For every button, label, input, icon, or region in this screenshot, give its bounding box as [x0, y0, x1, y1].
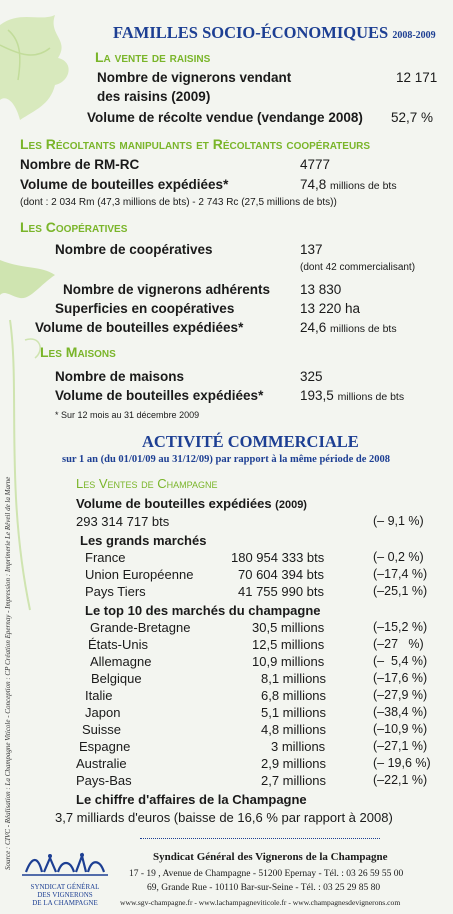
coop-heading: Les Coopératives — [20, 219, 128, 235]
top10-change: (–10,9 %) — [373, 722, 428, 736]
coop-note-1: (dont 42 commercialisant) — [300, 262, 416, 273]
ventes-volume-year: (2009) — [275, 499, 307, 511]
marche-name: Pays Tiers — [85, 584, 146, 599]
top10-name: Espagne — [79, 739, 131, 754]
maisons-label-2: Volume de bouteilles expédiées* — [55, 388, 264, 403]
top10-value: 5,1 millions — [261, 705, 327, 720]
marche-value: 41 755 990 bts — [238, 584, 325, 599]
top10-change: (– 5,4 %) — [373, 654, 428, 668]
coop-value-4 — [300, 320, 397, 335]
top10-change: (–27 %) — [373, 637, 424, 651]
coop-value-1: 137 — [300, 242, 323, 257]
top10-value: 4,8 millions — [261, 722, 327, 737]
recoltants-heading: Les Récoltants manipulants et Récoltants coopérateurs — [20, 136, 371, 152]
top10-change: (– 19,6 %) — [373, 756, 431, 770]
section-title — [113, 23, 436, 43]
top10-name: Belgique — [91, 671, 142, 686]
logo-line-3: DE LA CHAMPAGNE — [32, 899, 98, 907]
top10-value: 6,8 millions — [261, 688, 327, 703]
top10-value: 8,1 millions — [261, 671, 327, 686]
side-credit: Source : CIVC - Réalisation : La Champagne Viticole - Conception : CP Création Epernay - Impression : Imprimerie Le Réveil de la Marne — [4, 476, 12, 870]
top10-name: Suisse — [82, 722, 122, 737]
top10-value: 30,5 millions — [252, 620, 325, 635]
maisons-label-1: Nombre de maisons — [55, 369, 185, 384]
top10-change: (–22,1 %) — [373, 773, 428, 787]
footer-org: Syndicat Général des Vignerons de la Champagne — [153, 851, 388, 863]
top10-change: (–27,9 %) — [373, 688, 428, 702]
recoltants-value-1: 4777 — [300, 157, 331, 172]
recoltants-value-2-num: 74,8 — [300, 177, 327, 192]
top10-change: (–27,1 %) — [373, 739, 428, 753]
ca-heading: Le chiffre d'affaires de la Champagne — [76, 792, 307, 807]
vine-leaf-decoration — [0, 0, 100, 150]
top10-name: Pays-Bas — [76, 773, 132, 788]
marche-row — [85, 567, 193, 582]
footer-address-1: 17 - 19 , Avenue de Champagne - 51200 Epernay - Tél. : 03 26 59 55 00 — [129, 869, 404, 879]
ventes-heading: Les Ventes de Champagne — [76, 476, 218, 491]
top10-name: Allemagne — [90, 654, 152, 669]
sgv-logo-icon — [20, 852, 110, 878]
top10-change: (–38,4 %) — [373, 705, 428, 719]
marche-value: 70 604 394 bts — [238, 567, 325, 582]
recoltants-note: (dont : 2 034 Rm (47,3 millions de bts) - 2 743 Rc (27,5 millions de bts)) — [20, 197, 337, 208]
ventes-volume-change: (– 9,1 %) — [373, 514, 424, 528]
title-year: 2008-2009 — [392, 30, 436, 41]
activite-subtitle: sur 1 an (du 01/01/09 au 31/12/09) par rapport à la même période de 2008 — [62, 454, 391, 465]
marche-name: France — [85, 550, 126, 565]
top10-value: 10,9 millions — [252, 654, 325, 669]
vente-heading: La vente de raisins — [95, 49, 211, 65]
top10-name: États-Unis — [88, 637, 148, 652]
ca-text: 3,7 milliards d'euros (baisse de 16,6 % par rapport à 2008) — [55, 810, 393, 825]
maisons-value-2-unit: millions de bts — [337, 391, 405, 403]
coop-value-4-unit: millions de bts — [330, 323, 397, 335]
maisons-value-1: 325 — [300, 369, 323, 384]
coop-label-4: Volume de bouteilles expédiées* — [35, 320, 244, 335]
sgv-logo — [20, 852, 110, 907]
page-title: FAMILLES SOCIO-ÉCONOMIQUES — [113, 23, 389, 42]
top10-value: 2,7 millions — [261, 773, 327, 788]
top10-name: Grande-Bretagne — [90, 620, 191, 635]
recoltants-label-1: Nombre de RM-RC — [20, 157, 140, 172]
logo-line-1: SYNDICAT GÉNÉRAL — [30, 883, 100, 891]
ventes-volume-label — [76, 496, 307, 511]
maisons-value-2-num: 193,5 — [300, 388, 334, 403]
ventes-volume-text: Volume de bouteilles expédiées — [76, 496, 272, 511]
logo-line-2: DES VIGNERONS — [37, 891, 93, 899]
footer-divider — [140, 838, 380, 839]
recoltants-label-2: Volume de bouteilles expédiées* — [20, 177, 229, 192]
coop-label-1: Nombre de coopératives — [55, 242, 213, 257]
coop-label-3: Superficies en coopératives — [55, 301, 235, 316]
coop-value-2: 13 830 — [300, 282, 342, 297]
top10-name: Australie — [76, 756, 127, 771]
marche-change: (–25,1 %) — [373, 584, 428, 598]
marche-row — [85, 550, 125, 565]
footer-address-2: 69, Grande Rue - 10110 Bar-sur-Seine - Tél. : 03 25 29 85 80 — [147, 883, 381, 893]
vente-value-2: 52,7 % — [391, 110, 434, 125]
top10-value: 3 millions — [271, 739, 326, 754]
recoltants-value-2 — [300, 177, 397, 192]
maisons-footnote: * Sur 12 mois au 31 décembre 2009 — [55, 410, 200, 420]
top10-name: Japon — [85, 705, 121, 720]
recoltants-value-2-unit: millions de bts — [330, 180, 397, 192]
marche-change: (–17,4 %) — [373, 567, 428, 581]
marches-heading: Les grands marchés — [80, 533, 207, 548]
top10-name: Italie — [85, 688, 113, 703]
top10-change: (–15,2 %) — [373, 620, 428, 634]
footer-websites[interactable]: www.sgv-champagne.fr - www.lachampagneviticole.fr - www.champagnesdevignerons.com — [120, 898, 401, 907]
vente-label-2: Volume de récolte vendue (vendange 2008) — [87, 110, 363, 125]
activite-title: ACTIVITÉ COMMERCIALE — [142, 432, 359, 451]
top10-change: (–17,6 %) — [373, 671, 428, 685]
vente-value-1: 12 171 — [396, 70, 438, 85]
coop-label-2: Nombre de vignerons adhérents — [63, 282, 271, 297]
marche-name: Union Européenne — [85, 567, 194, 582]
top10-value: 12,5 millions — [252, 637, 325, 652]
maisons-heading: Les Maisons — [40, 344, 116, 360]
vente-label-1: Nombre de vignerons vendant — [97, 70, 292, 85]
marche-row — [85, 584, 146, 599]
ventes-volume-value: 293 314 717 bts — [76, 514, 170, 529]
coop-value-3: 13 220 ha — [300, 301, 361, 316]
vente-label-1b: des raisins (2009) — [97, 89, 211, 104]
marche-change: (– 0,2 %) — [373, 550, 424, 564]
top10-value: 2,9 millions — [261, 756, 327, 771]
maisons-value-2 — [300, 388, 404, 403]
coop-value-4-num: 24,6 — [300, 320, 327, 335]
marche-value: 180 954 333 bts — [231, 550, 325, 565]
top10-heading: Le top 10 des marchés du champagne — [85, 603, 321, 618]
